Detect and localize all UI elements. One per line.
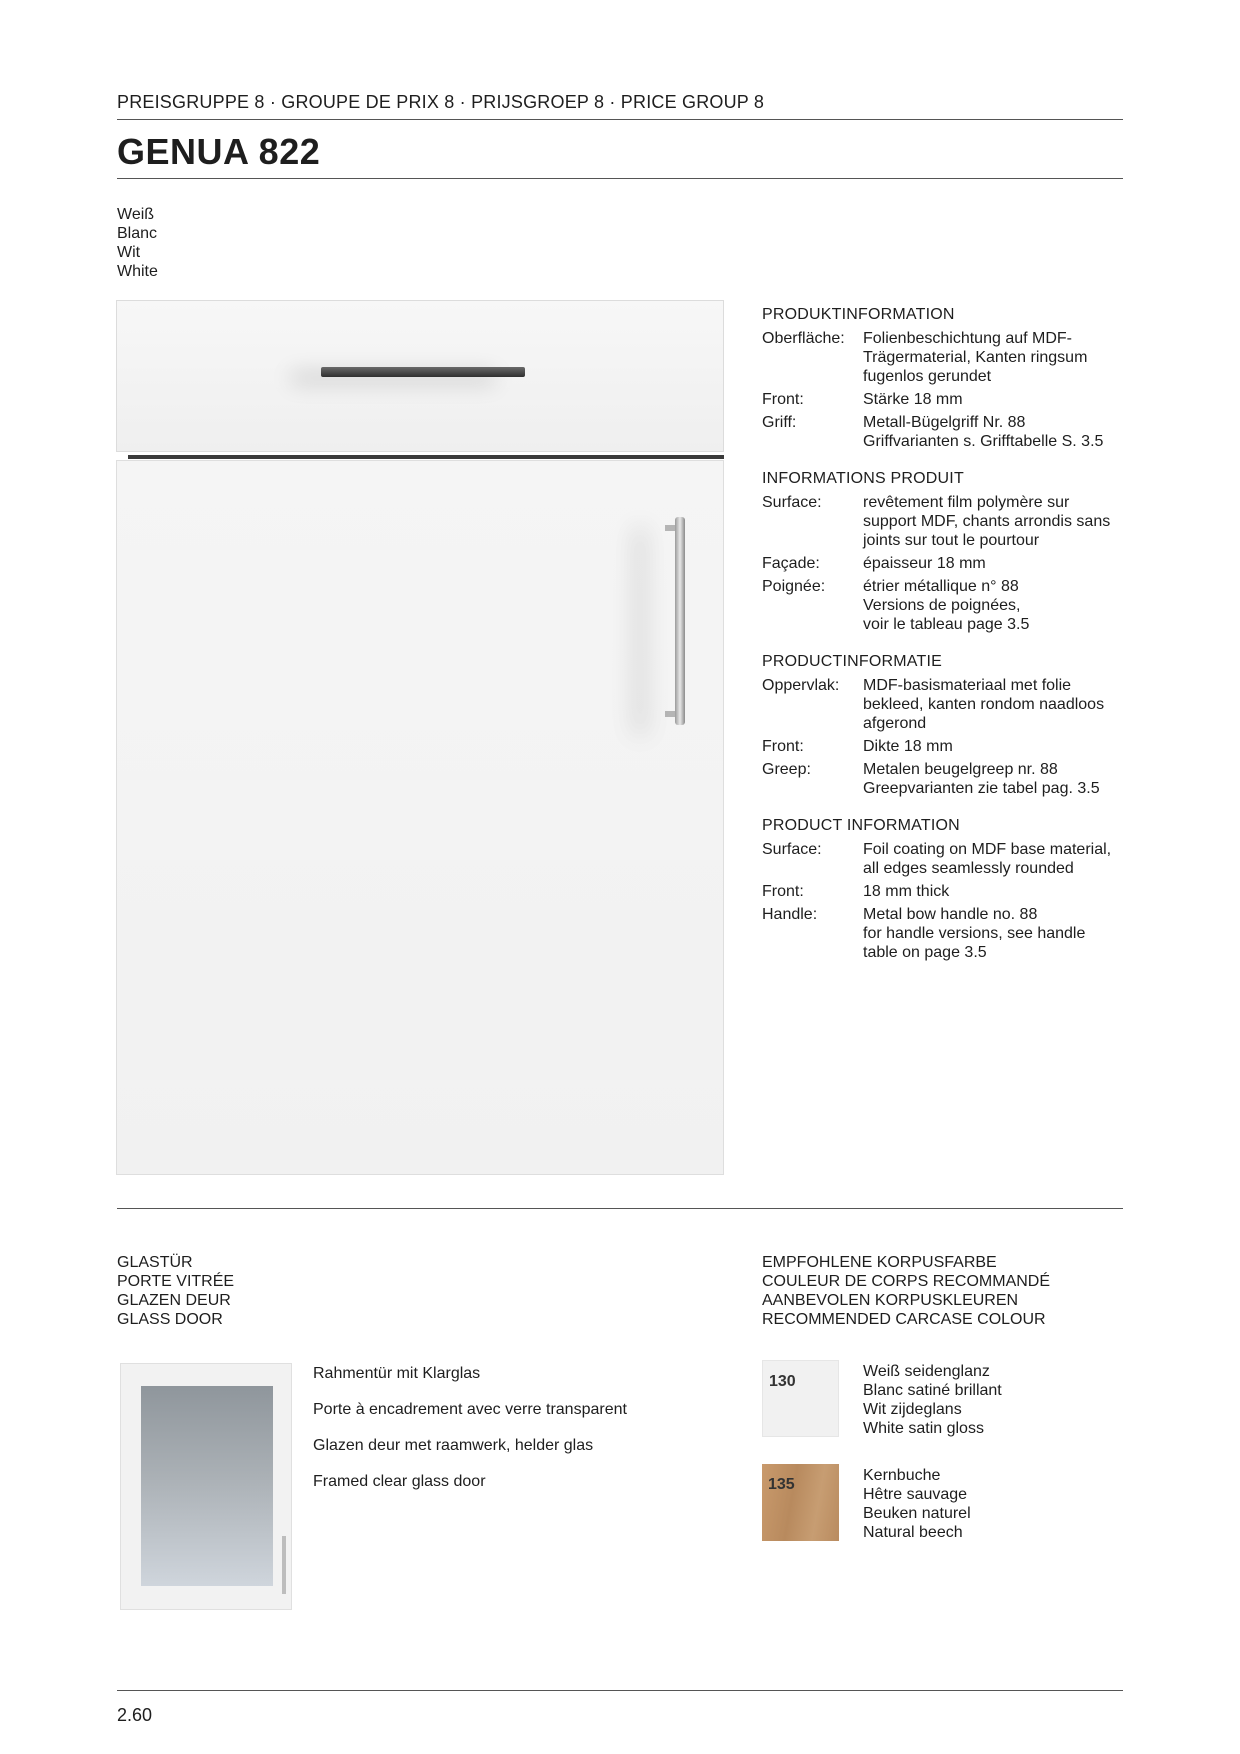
glass-heading-line: GLASTÜR [117,1254,193,1271]
info-row [762,737,1122,756]
header-divider [117,119,1123,120]
carcase-heading-line: COULEUR DE CORPS RECOMMANDÉ [762,1273,1051,1290]
carcase-heading-line: RECOMMENDED CARCASE COLOUR [762,1311,1046,1328]
info-key: Surface: [762,841,822,858]
door-handle [675,517,685,725]
swatch-code: 130 [769,1373,796,1390]
glass-heading-line: GLAZEN DEUR [117,1292,231,1309]
product-door-image [114,300,724,1175]
glass-door-handle [282,1536,286,1594]
info-section-en [762,816,1122,962]
info-value: Metal bow handle no. 88 for handle versions, see handle table on page 3.5 [863,906,1086,961]
glass-heading-line: GLASS DOOR [117,1311,223,1328]
info-key: Oppervlak: [762,677,840,694]
title-divider [117,178,1123,179]
product-title: GENUA 822 [117,131,321,172]
info-section-de [762,305,1122,451]
info-value: Metalen beugelgreep nr. 88 Greepvarianten zie tabel pag. 3.5 [863,761,1100,797]
page-number: 2.60 [117,1705,153,1725]
carcase-heading-line: AANBEVOLEN KORPUSKLEUREN [762,1292,1019,1309]
info-value: Dikte 18 mm [863,738,953,755]
info-row [762,329,1122,386]
info-value: Metall-Bügelgriff Nr. 88 Griffvarianten s. Grifftabelle S. 3.5 [863,414,1104,450]
drawer-handle [321,367,525,377]
info-row [762,840,1122,878]
info-value: revêtement film polymère sur support MDF, chants arrondis sans joints sur tout le pourtour [863,494,1111,549]
info-key: Handle: [762,906,818,923]
color-name: White [117,263,158,280]
drawer-gap [128,455,724,459]
info-row [762,676,1122,733]
glass-description: Porte à encadrement avec verre transparent [313,1401,627,1418]
glass-pane [141,1386,273,1586]
swatch-names-135 [863,1466,971,1542]
info-heading: PRODUKTINFORMATION [762,306,955,323]
swatch-code: 135 [768,1476,795,1493]
info-section-fr [762,469,1122,634]
drawer-front [116,300,724,452]
footer-divider [117,1690,1123,1691]
info-row [762,577,1122,634]
info-value: MDF-basismateriaal met folie bekleed, kanten rondom naadloos afgerond [863,677,1105,732]
carcase-heading-line: EMPFOHLENE KORPUSFARBE [762,1254,997,1271]
info-row [762,413,1122,451]
info-row [762,554,1122,573]
info-key: Front: [762,738,804,755]
glass-door-descriptions [313,1364,627,1508]
product-info-panel [762,305,1122,980]
color-name: Blanc [117,225,158,242]
swatch-name: Beuken naturel [863,1505,971,1522]
price-group-header: PREISGRUPPE 8 · GROUPE DE PRIX 8 · PRIJSGROEP 8 · PRICE GROUP 8 [117,92,765,112]
glass-description: Rahmentür mit Klarglas [313,1365,481,1382]
info-key: Poignée: [762,578,826,595]
colour-swatch-135 [762,1464,839,1541]
carcase-colour-heading [762,1253,1050,1329]
swatch-name: Blanc satiné brillant [863,1382,1002,1399]
swatch-name: Natural beech [863,1524,963,1541]
glass-door-heading [117,1253,234,1329]
glass-description: Framed clear glass door [313,1473,486,1490]
info-section-nl [762,652,1122,798]
info-value: épaisseur 18 mm [863,555,986,572]
colour-swatch-130 [762,1360,839,1437]
info-key: Façade: [762,555,820,572]
info-key: Front: [762,391,804,408]
section-divider [117,1208,1123,1209]
info-key: Greep: [762,761,811,778]
door-front [116,460,724,1175]
glass-door-image [120,1363,292,1610]
info-value: 18 mm thick [863,883,950,900]
info-row [762,882,1122,901]
info-row [762,390,1122,409]
glass-description: Glazen deur met raamwerk, helder glas [313,1437,594,1454]
info-heading: PRODUCT INFORMATION [762,817,960,834]
color-name: Wit [117,244,141,261]
swatch-name: Kernbuche [863,1467,941,1484]
info-value: étrier métallique n° 88 Versions de poignées, voir le tableau page 3.5 [863,578,1030,633]
info-heading: PRODUCTINFORMATIE [762,653,942,670]
info-row [762,493,1122,550]
info-value: Folienbeschichtung auf MDF- Trägermaterial, Kanten ringsum fugenlos gerundet [863,330,1088,385]
info-key: Front: [762,883,804,900]
info-value: Stärke 18 mm [863,391,963,408]
swatch-names-130 [863,1362,1002,1438]
color-name-list [117,205,158,281]
info-row [762,905,1122,962]
glass-heading-line: PORTE VITRÉE [117,1273,235,1290]
info-value: Foil coating on MDF base material, all edges seamlessly rounded [863,841,1112,877]
info-heading: INFORMATIONS PRODUIT [762,470,964,487]
info-key: Griff: [762,414,797,431]
info-key: Oberfläche: [762,330,845,347]
color-name: Weiß [117,206,155,223]
swatch-name: White satin gloss [863,1420,984,1437]
swatch-name: Hêtre sauvage [863,1486,968,1503]
info-key: Surface: [762,494,822,511]
info-row [762,760,1122,798]
swatch-name: Weiß seidenglanz [863,1363,990,1380]
swatch-name: Wit zijdeglans [863,1401,962,1418]
